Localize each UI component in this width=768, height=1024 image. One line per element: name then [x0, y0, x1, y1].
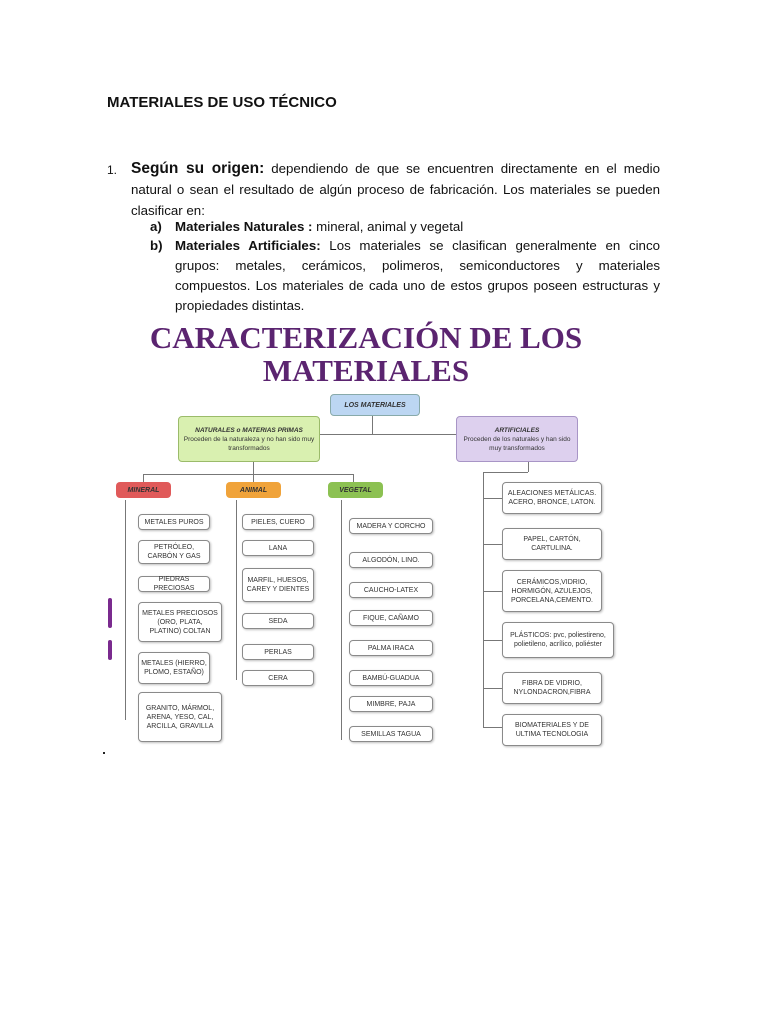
category-label: ANIMAL — [239, 486, 268, 494]
animal-item: PERLAS — [242, 644, 314, 660]
sublist-item-a — [150, 217, 660, 237]
sublist-body: Los materiales se clasifican generalmente en cinco grupos: metales, cerámicos, polimeros, semiconductores y materiales compuestos. Los materiales de cada uno de estos grupos poseen estructuras y propiedades distintas. — [175, 238, 660, 313]
sublist-text — [175, 236, 660, 316]
animal-item: PIELES, CUERO — [242, 514, 314, 530]
artificiales-title: ARTIFICIALES — [494, 426, 540, 434]
animal-item: LANA — [242, 540, 314, 556]
vegetal-item: CAUCHO-LATEX — [349, 582, 433, 598]
artificial-item: CERÁMICOS,VIDRIO, HORMIGÓN, AZULEJOS, PORCELANA,CEMENTO. — [502, 570, 602, 612]
sublist-marker: b) — [150, 238, 163, 253]
root-node — [330, 394, 420, 416]
item-lead: Según su origen — [131, 160, 260, 177]
category-label: MINERAL — [127, 486, 160, 494]
category-label: VEGETAL — [339, 486, 372, 494]
sublist-body: mineral, animal y vegetal — [312, 219, 464, 234]
vegetal-item: MIMBRE, PAJA — [349, 696, 433, 712]
animal-item: SEDA — [242, 613, 314, 629]
vegetal-item: SEMILLAS TAGUA — [349, 726, 433, 742]
mineral-item: GRANITO, MÁRMOL, ARENA, YESO, CAL, ARCILLA, GRAVILLA — [138, 692, 222, 742]
artificial-item: PLÁSTICOS: pvc, poliestireno, polietileno, acrílico, poliéster — [502, 622, 614, 658]
vegetal-item: FIQUE, CAÑAMO — [349, 610, 433, 626]
mineral-item: PIEDRAS PRECIOSAS — [138, 576, 210, 592]
sublist-marker: a) — [150, 219, 162, 234]
document-heading: MATERIALES DE USO TÉCNICO — [107, 94, 337, 111]
sublist-text — [175, 217, 660, 237]
decorative-edge-mark — [108, 598, 112, 628]
animal-item: MARFIL, HUESOS, CAREY Y DIENTES — [242, 568, 314, 602]
sublist-bold: Materiales Artificiales: — [175, 238, 321, 253]
mineral-item: METALES PRECIOSOS (ORO, PLATA, PLATINO) COLTAN — [138, 602, 222, 642]
stray-dot — [103, 752, 105, 754]
item-lead-colon: : — [259, 160, 265, 177]
item-body: dependiendo de que se encuentren directamente en el medio natural o sean el resultado de algún proceso de fabricación. Los materiales se pueden clasificar en: — [131, 161, 660, 218]
artificial-item: BIOMATERIALES Y DE ULTIMA TECNOLOGIA — [502, 714, 602, 746]
decorative-edge-mark — [108, 640, 112, 660]
naturales-desc: Proceden de la naturaleza y no han sido muy transformados — [183, 435, 315, 452]
mineral-item: METALES (HIERRO, PLOMO, ESTAÑO) — [138, 652, 210, 684]
materials-diagram — [108, 310, 624, 750]
artificiales-desc: Proceden de los naturales y han sido muy transformados — [463, 435, 571, 452]
list-number: 1. — [107, 163, 118, 177]
category-mineral — [116, 482, 171, 498]
diagram-title-line1: CARACTERIZACIÓN DE LOS — [149, 320, 583, 355]
animal-item: CERA — [242, 670, 314, 686]
mineral-item: PETRÓLEO, CARBÓN Y GAS — [138, 540, 210, 564]
diagram-title-line2: MATERIALES — [262, 353, 470, 388]
list-item-text — [131, 158, 660, 221]
category-animal — [226, 482, 281, 498]
sublist-bold: Materiales Naturales : — [175, 219, 313, 234]
vegetal-item: ALGODÓN, LINO. — [349, 552, 433, 568]
vegetal-item: PALMA IRACA — [349, 640, 433, 656]
sublist-item-b — [150, 236, 660, 316]
root-label: LOS MATERIALES — [344, 401, 406, 409]
vegetal-item: BAMBÚ-GUADUA — [349, 670, 433, 686]
artificial-item: PAPEL, CARTÓN, CARTULINA. — [502, 528, 602, 560]
list-item-origin — [107, 158, 660, 221]
mineral-item: METALES PUROS — [138, 514, 210, 530]
artificiales-node — [456, 416, 578, 462]
artificial-item: FIBRA DE VIDRIO, NYLONDACRON,FIBRA — [502, 672, 602, 704]
artificial-item: ALEACIONES METÁLICAS. ACERO, BRONCE, LATON. — [502, 482, 602, 514]
naturales-node — [178, 416, 320, 462]
vegetal-item: MADERA Y CORCHO — [349, 518, 433, 534]
category-vegetal — [328, 482, 383, 498]
naturales-title: NATURALES o MATERIAS PRIMAS — [195, 426, 303, 434]
